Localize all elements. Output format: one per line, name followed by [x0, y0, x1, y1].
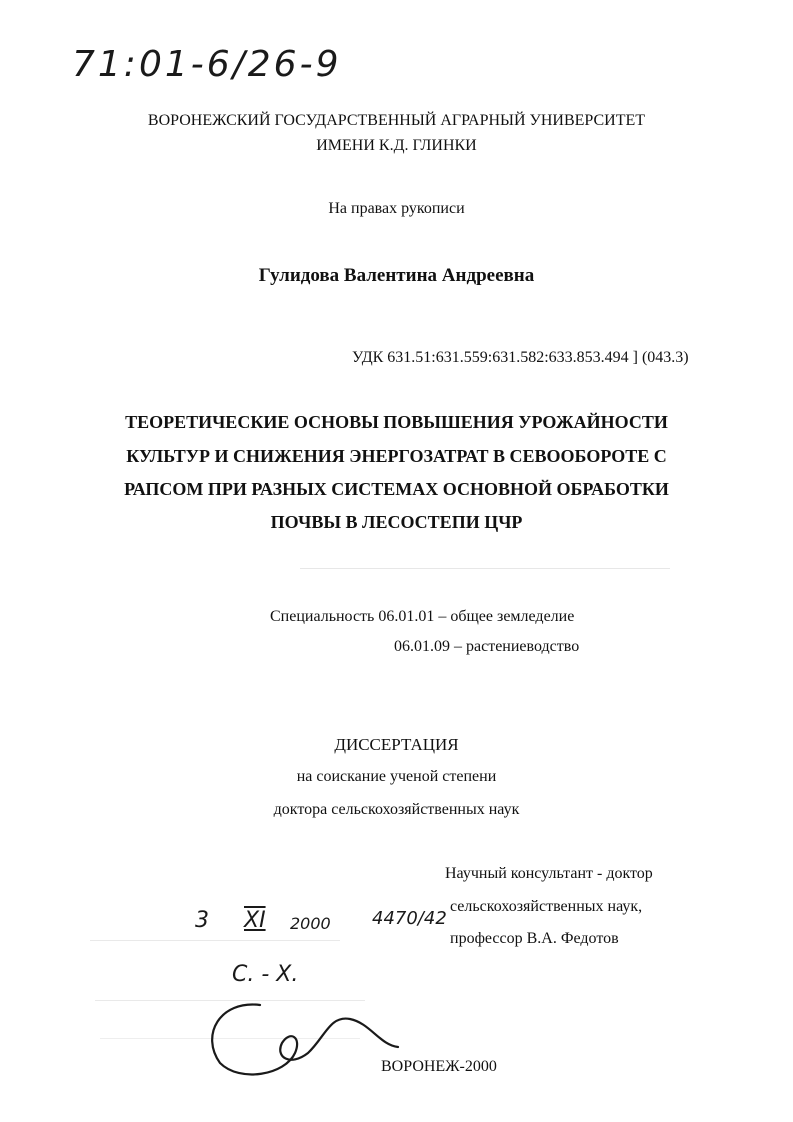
degree-line-1: на соискание ученой степени	[296, 768, 497, 785]
handwritten-day: 3	[195, 908, 209, 933]
dissertation-heading: ДИССЕРТАЦИЯ	[334, 735, 459, 754]
bleed-through-mark	[90, 940, 340, 941]
university-name: ВОРОНЕЖСКИЙ ГОСУДАРСТВЕННЫЙ АГРАРНЫЙ УНИВЕРСИТЕТ	[147, 112, 646, 129]
author-name: Гулидова Валентина Андреевна	[258, 265, 535, 286]
manuscript-rights-note: На правах рукописи	[328, 200, 465, 217]
handwritten-month: XI	[244, 908, 266, 933]
consultant-line-1: Научный консультант - доктор	[445, 865, 653, 882]
specialty-line-1: Специальность 06.01.01 – общее земледелие	[270, 608, 575, 625]
handwritten-initials: С. - Х.	[232, 962, 299, 987]
city-year: ВОРОНЕЖ-2000	[381, 1058, 497, 1075]
handwritten-code: 4470/42	[372, 908, 447, 929]
specialty-line-2: 06.01.09 – растениеводство	[394, 638, 580, 655]
title-line: РАПСОМ ПРИ РАЗНЫХ СИСТЕМАХ ОСНОВНОЙ ОБРАБОТКИ	[124, 479, 669, 499]
title-line: КУЛЬТУР И СНИЖЕНИЯ ЭНЕРГОЗАТРАТ В СЕВООБОРОТЕ С	[126, 446, 667, 466]
udc-code: УДК 631.51:631.559:631.582:633.853.494 ] (043.3)	[352, 349, 689, 366]
university-dedication: ИМЕНИ К.Д. ГЛИНКИ	[316, 137, 477, 154]
degree-line-2: доктора сельскохозяйственных наук	[273, 801, 520, 818]
handwritten-year: 2000	[290, 914, 331, 933]
handwritten-signature	[190, 975, 410, 1085]
handwritten-shelfmark: 71:01-6/26-9	[72, 44, 342, 85]
consultant-line-2: сельскохозяйственных наук,	[450, 898, 643, 915]
consultant-line-3: профессор В.А. Федотов	[450, 930, 619, 947]
title-line: ПОЧВЫ В ЛЕСОСТЕПИ ЦЧР	[270, 512, 523, 532]
title-line: ТЕОРЕТИЧЕСКИЕ ОСНОВЫ ПОВЫШЕНИЯ УРОЖАЙНОСТИ	[125, 412, 668, 432]
bleed-through-mark	[300, 568, 670, 569]
